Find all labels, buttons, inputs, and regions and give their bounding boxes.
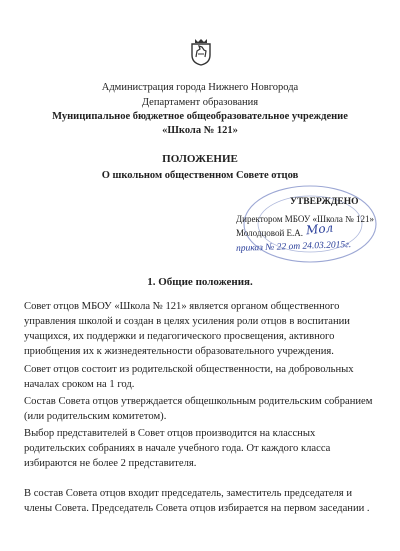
document-title: ПОЛОЖЕНИЕ [162, 153, 238, 165]
paragraph-line: (или родительским комитетом). [24, 411, 167, 422]
paragraph-line: члены Совета. Председатель Совета отцов избирается на первом заседании . [24, 503, 370, 514]
paragraph-line: Совет отцов МБОУ «Школа № 121» является органом общественного [24, 301, 340, 312]
paragraph-line: родительских собраниях в начале учебного года. От каждого класса [24, 443, 331, 454]
paragraph-line: Состав Совета отцов утверждается общешкольным родительским собранием [24, 396, 373, 407]
section-heading: 1. Общие положения. [147, 276, 253, 288]
paragraph-2 [24, 362, 396, 392]
paragraph-3 [24, 394, 396, 424]
paragraph-5 [24, 486, 396, 516]
paragraph-1 [24, 299, 396, 359]
header-department: Департамент образования [141, 97, 259, 108]
coat-of-arms-icon [190, 38, 212, 66]
paragraph-line: управления школой и создан в целях усиления роли отцов в воспитании [24, 316, 350, 327]
header-administration: Администрация города Нижнего Новгорода [101, 82, 299, 93]
paragraph-line: началах сроком на 1 год. [24, 379, 135, 390]
header-institution: Муниципальное бюджетное общеобразовательное учреждение [52, 111, 348, 122]
document-subtitle: О школьном общественном Совете отцов [101, 170, 299, 181]
approval-director: Директором МБОУ «Школа № 121» [236, 214, 374, 224]
paragraph-line: избираются не более 2 представителя. [24, 458, 197, 469]
approval-order: приказ № 22 от 24.03.2015г. [235, 239, 352, 255]
header-school: «Школа № 121» [162, 125, 238, 136]
paragraph-line: Совет отцов состоит из родительской общественности, на добровольных [24, 364, 354, 375]
paragraph-4 [24, 426, 396, 471]
paragraph-line: Выбор представителей в Совет отцов производится на классных [24, 428, 316, 439]
director-signature: Мол [305, 220, 334, 238]
approval-name: Молодцовой Е.А. [236, 228, 304, 238]
paragraph-line: В состав Совета отцов входит председатель, заместитель председателя и [24, 488, 353, 499]
paragraph-line: учащихся, их поддержки и педагогического просвещения, активного [24, 331, 335, 342]
approval-heading: УТВЕРЖДЕНО [290, 197, 359, 207]
paragraph-line: приобщения их к жизнедеятельности образовательного учреждения. [24, 346, 334, 357]
